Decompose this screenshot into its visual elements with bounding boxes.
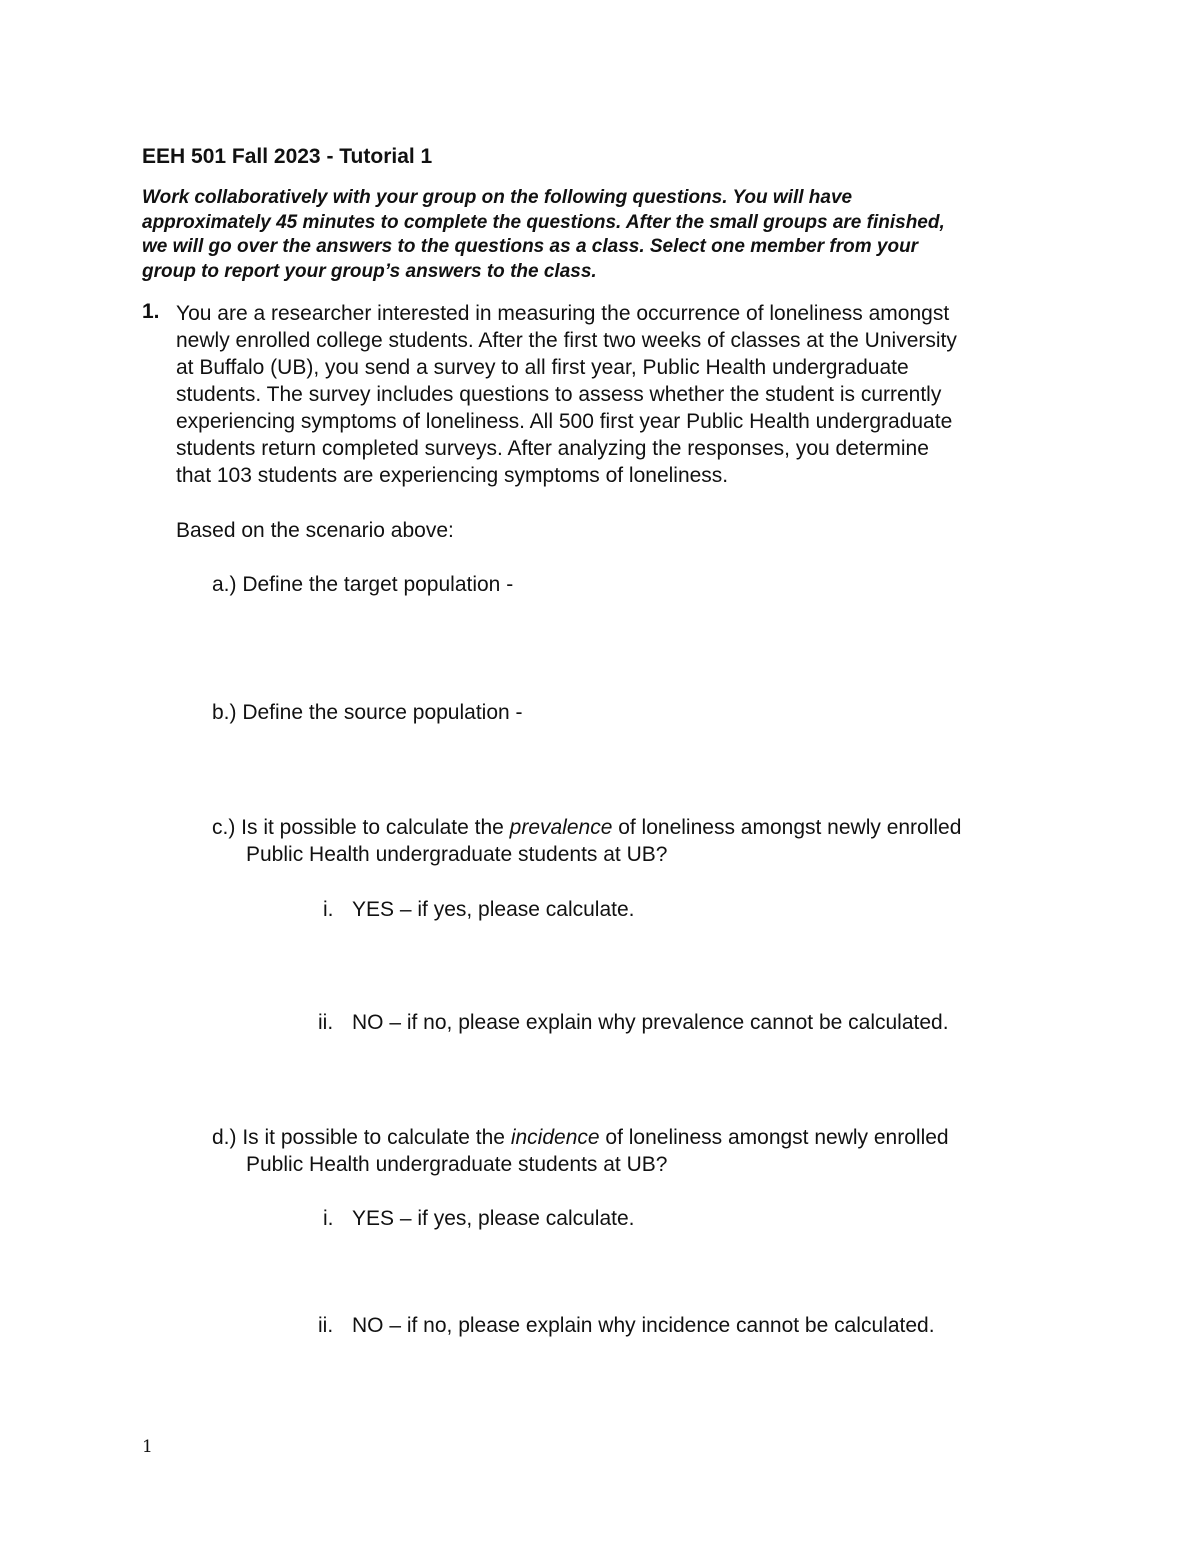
part-d-ii-marker: ii. — [318, 1314, 334, 1337]
part-c-line1 — [212, 814, 961, 841]
page-number: 1 — [142, 1437, 153, 1457]
scenario-line: experiencing symptoms of loneliness. All 500 first year Public Health undergraduate — [176, 410, 953, 433]
instructions-line: Work collaboratively with your group on the following questions. You will have — [142, 187, 853, 208]
part-d-i-text: YES – if yes, please calculate. — [352, 1207, 635, 1230]
scenario-line: You are a researcher interested in measuring the occurrence of loneliness amongst — [176, 302, 950, 325]
part-b: b.) Define the source population - — [212, 701, 523, 724]
instructions-line: group to report your group’s answers to the class. — [142, 260, 597, 282]
scenario-line: students return completed surveys. After analyzing the responses, you determine — [176, 437, 929, 460]
scenario-line: that 103 students are experiencing symptoms of loneliness. — [176, 464, 729, 487]
part-c-line2: Public Health undergraduate students at UB? — [246, 843, 668, 866]
part-d-i-marker: i. — [323, 1207, 334, 1230]
part-d-emphasis: incidence — [510, 1126, 600, 1149]
scenario-line: at Buffalo (UB), you send a survey to all first year, Public Health undergraduate — [176, 356, 909, 379]
instructions-line: approximately 45 minutes to complete the questions. After the small groups are finished, — [142, 211, 945, 233]
part-d-line1 — [212, 1124, 949, 1151]
part-c-suffix: of loneliness amongst newly enrolled — [612, 816, 962, 839]
question-number: 1. — [142, 300, 160, 323]
instructions-line: we will go over the answers to the questions as a class. Select one member from your — [142, 236, 919, 257]
part-c-prefix: c.) Is it possible to calculate the — [212, 816, 510, 839]
instructions — [142, 186, 1062, 284]
part-c-ii-text: NO – if no, please explain why prevalence cannot be calculated. — [352, 1011, 949, 1034]
document-title: EEH 501 Fall 2023 - Tutorial 1 — [142, 145, 433, 168]
question-scenario — [176, 300, 957, 489]
part-a: a.) Define the target population - — [212, 573, 514, 596]
lead-in: Based on the scenario above: — [176, 519, 454, 542]
part-d-suffix: of loneliness amongst newly enrolled — [599, 1126, 949, 1149]
part-c-ii-marker: ii. — [318, 1011, 334, 1034]
part-c-i-marker: i. — [323, 898, 334, 921]
part-d-prefix: d.) Is it possible to calculate the — [212, 1126, 511, 1149]
part-d-ii-text: NO – if no, please explain why incidence cannot be calculated. — [352, 1314, 935, 1337]
part-c-i-text: YES – if yes, please calculate. — [352, 898, 635, 921]
scenario-line: newly enrolled college students. After the first two weeks of classes at the University — [176, 329, 957, 352]
scenario-line: students. The survey includes questions to assess whether the student is currently — [176, 383, 942, 406]
part-d-line2: Public Health undergraduate students at UB? — [246, 1153, 668, 1176]
part-c-emphasis: prevalence — [509, 816, 613, 839]
